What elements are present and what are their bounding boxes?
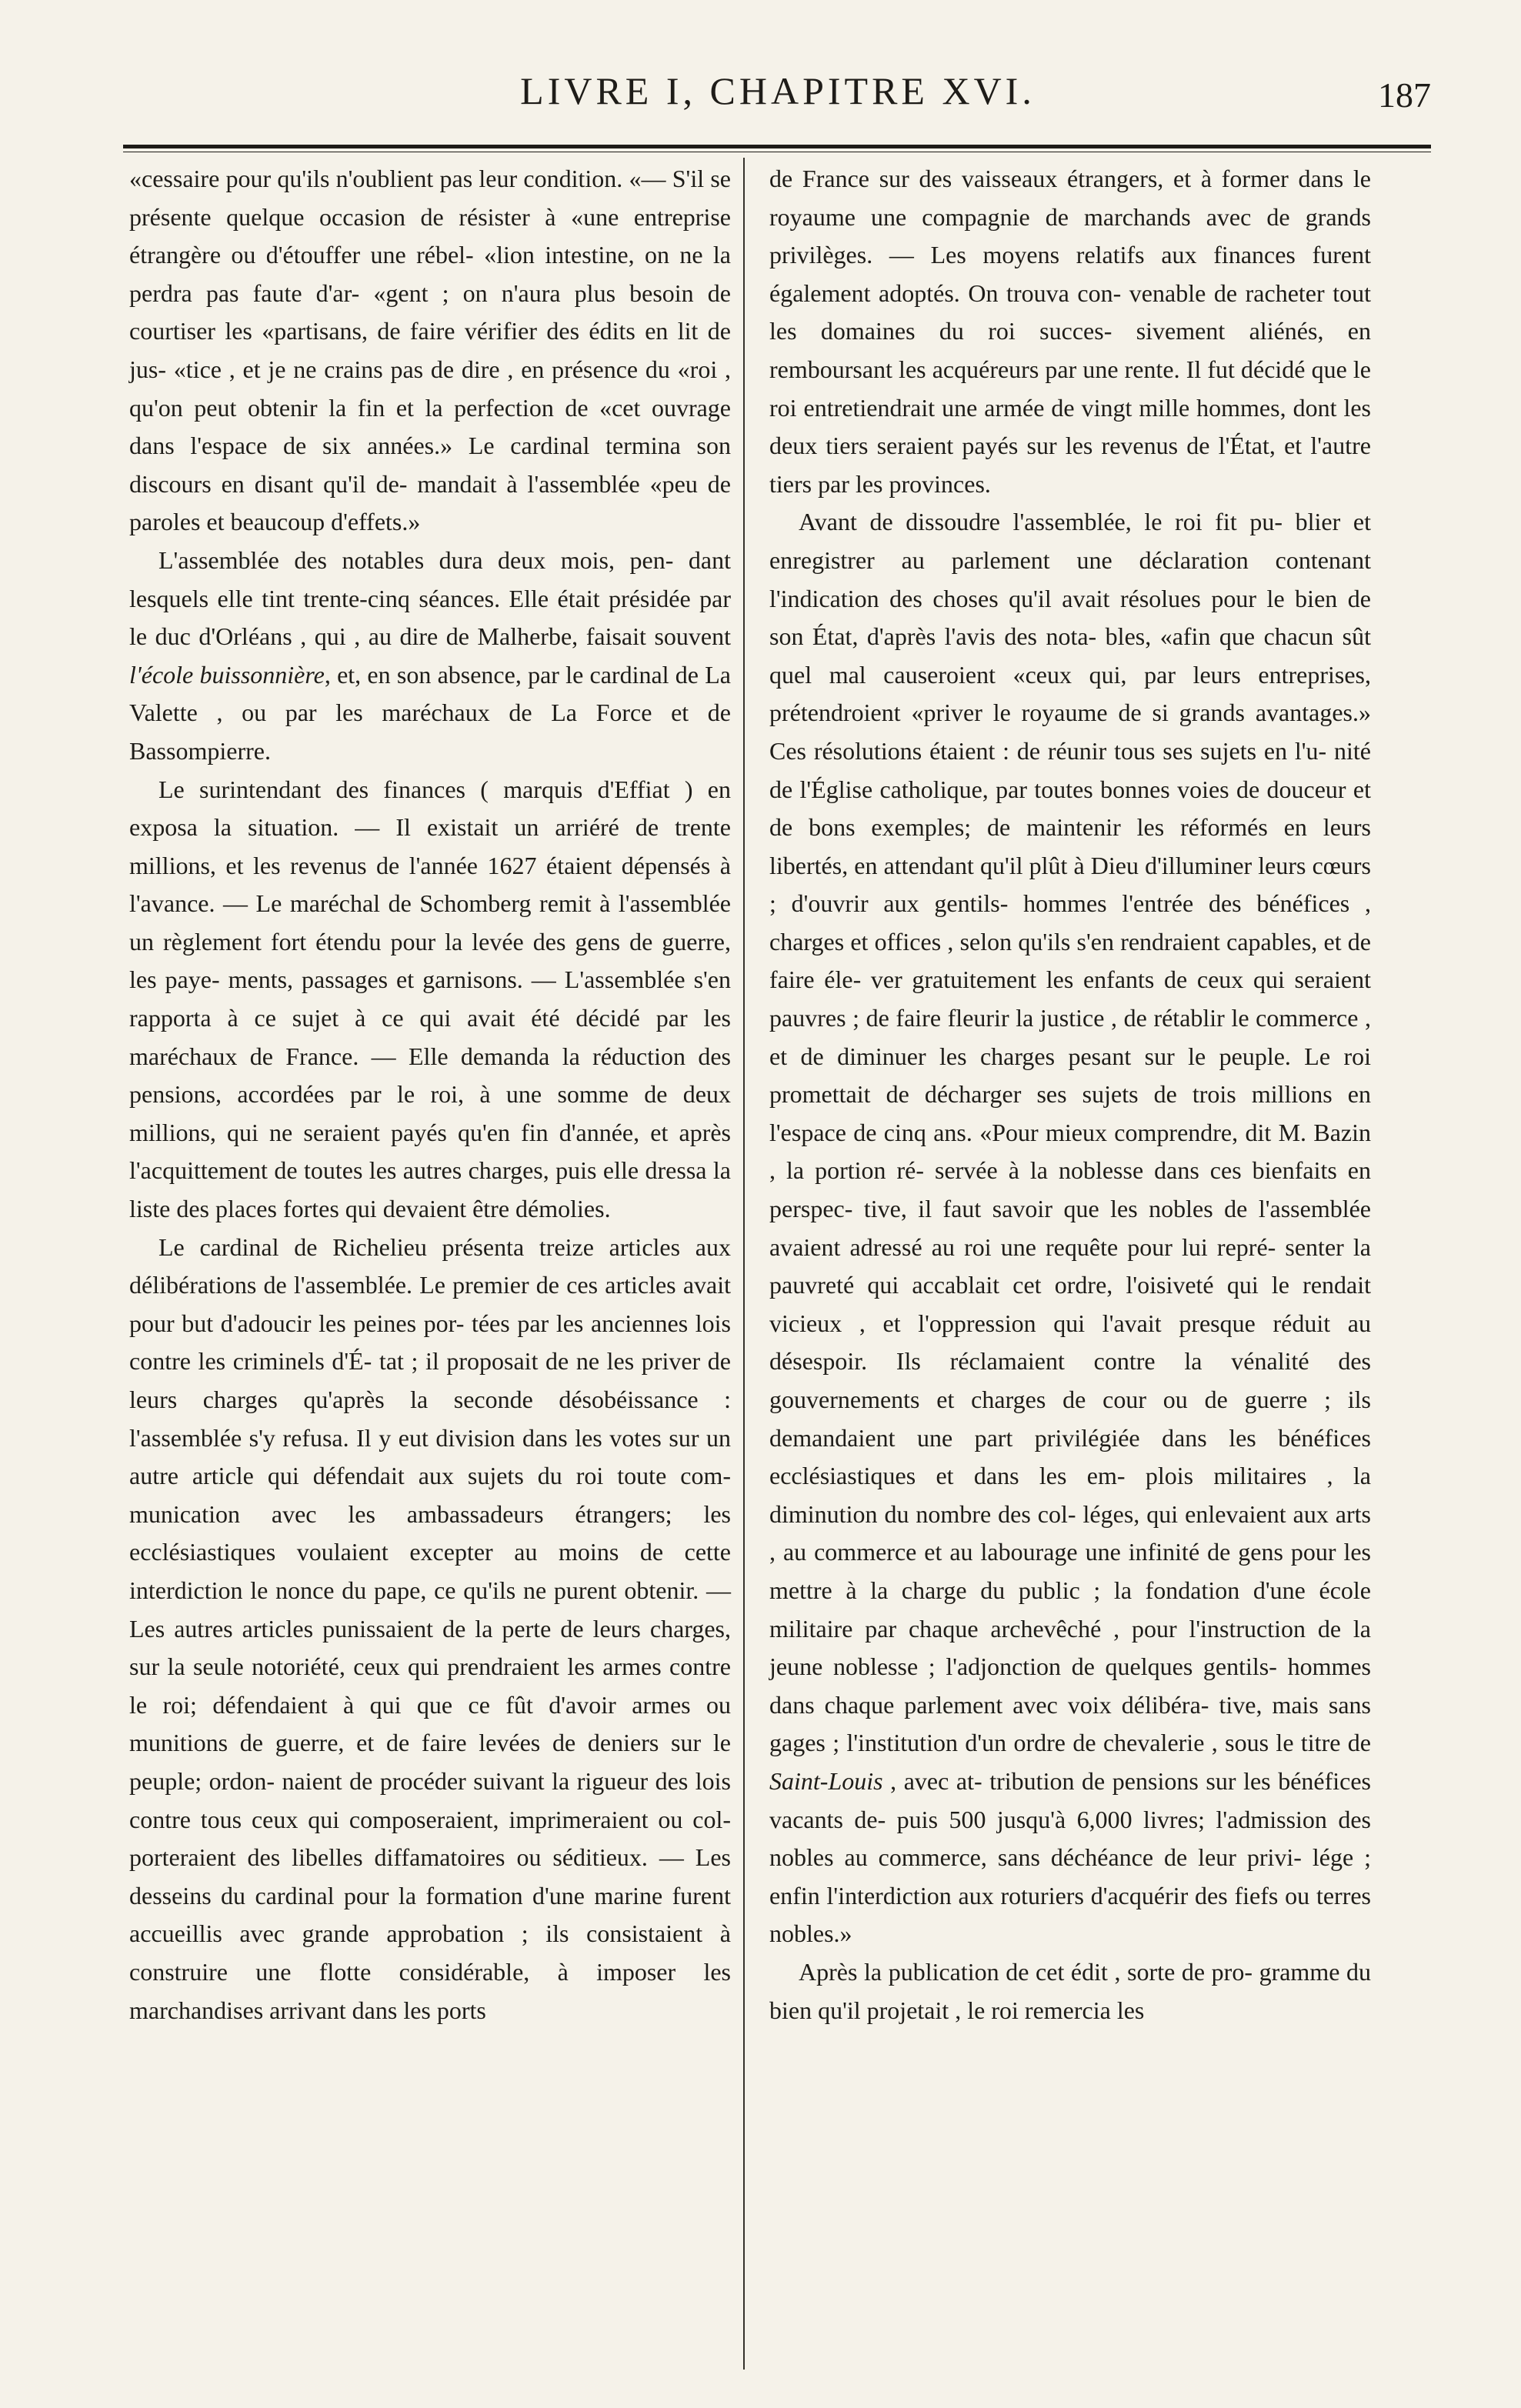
right-paragraph-2-text-b: , avec at- tribution de pensions sur les bénéfices vacants de- puis 500 jusqu'à 6,000 livres; l'admission des nobles au commerce, sans déchéance de leur privi- lége ; enfin l'interdiction aux roturiers d'acquérir des fiefs ou terres nobles.»: [769, 1766, 1371, 1948]
right-paragraph-3: Après la publication de cet édit , sorte de pro- gramme du bien qu'il projetait , le roi remercia les: [769, 1957, 1371, 2024]
italic-phrase-ecole-buissonniere: l'école buissonnière: [129, 660, 325, 689]
header-rule: [123, 145, 1431, 148]
page-number: 187: [1378, 75, 1431, 115]
column-divider: [743, 158, 745, 2370]
running-header: [125, 68, 1431, 129]
right-paragraph-1: de France sur des vaisseaux étrangers, et à former dans le royaume une compagnie de marchands avec de grands privilèges. — Les moyens relatifs aux finances furent également adoptés. On trouva con- venable de racheter tout les domaines du roi succes- sivement aliénés, en remboursant les acquéreurs par une rente. Il fut décidé que le roi entretiendrait une armée de vingt mille hommes, dont les deux tiers seraient payés sur les revenus de l'État, et l'autre tiers par les provinces.: [769, 165, 1371, 498]
left-paragraph-1: «cessaire pour qu'ils n'oublient pas leur condition. «— S'il se présente quelque occasion de résister à «une entreprise étrangère ou d'étouffer une rébel- «lion intestine, on ne la perdra pas faute d'ar- «gent ; on n'aura plus besoin de courtiser les «partisans, de faire vérifier des édits en lit de jus- «tice , et je ne crains pas de dire , en présence du «roi , qu'on peut obtenir la fin et la perfection de «cet ouvrage dans l'espace de six années.» Le cardinal termina son discours en disant qu'il de- mandait à l'assemblée «peu de paroles et beaucoup d'effets.»: [129, 165, 731, 536]
right-paragraph-2: [769, 503, 1371, 1953]
right-column: [769, 160, 1371, 2029]
left-paragraph-2: [129, 542, 731, 771]
running-title: LIVRE I, CHAPITRE XVI.: [520, 69, 1036, 112]
left-paragraph-4: Le cardinal de Richelieu présenta treize articles aux délibérations de l'assemblée. Le premier de ces articles avait pour but d'adoucir les peines por- tées par les anciennes lois contre les criminels d'É- tat ; il proposait de ne les priver de leurs charges qu'après la seconde désobéissance : l'assemblée s'y refusa. Il y eut division dans les votes sur un autre article qui défendait aux sujets du roi toute com- munication avec les ambassadeurs étrangers; les ecclésiastiques voulaient excepter au moins de cette interdiction le nonce du pape, ce qu'ils ne purent obtenir. — Les autres articles punissaient de la perte de leurs charges, sur la seule notoriété, ceux qui prendraient les armes contre le roi; défendaient à qui que ce fût d'avoir armes ou munitions de guerre, et de faire levées de deniers sur le peuple; ordon- naient de procéder suivant la rigueur des lois contre tous ceux qui composeraient, imprimeraient ou col- porteraient des libelles diffamatoires ou séditieux. — Les desseins du cardinal pour la formation d'une marine furent accueillis avec grande approbation ; ils consistaient à construire une flotte considérable, à imposer les marchandises arrivant dans les ports: [129, 1232, 731, 2024]
left-paragraph-3: Le surintendant des finances ( marquis d'Effiat ) en exposa la situation. — Il existait un arriéré de trente millions, et les revenus de l'année 1627 étaient dépensés à l'avance. — Le maréchal de Schomberg remit à l'assemblée un règlement fort étendu pour la levée des gens de guerre, les paye- ments, passages et garnisons. — L'assemblée s'en rapporta à ce sujet à ce qui avait été décidé par les maréchaux de France. — Elle demanda la réduction des pensions, accordées par le roi, à une somme de deux millions, qui ne seraient payés qu'en fin d'année, et après l'acquittement de toutes les autres charges, puis elle dressa la liste des places fortes qui devaient être démolies.: [129, 775, 731, 1223]
left-column: [129, 160, 731, 2029]
right-paragraph-2-text-a: Avant de dissoudre l'assemblée, le roi fit pu- blier et enregistrer au parlement une déclaration contenant l'indication des choses qu'il avait résolues pour le bien de son État, d'après l'avis des nota- bles, «afin que chacun sût quel mal causeroient «ceux qui, par leurs entreprises, prétendroient «priver le royaume de si grands avantages.» Ces résolutions étaient : de réunir tous ses sujets en l'u- nité de l'Église catholique, par toutes bonnes voies de douceur et de bons exemples; de maintenir les réformés en leurs libertés, en attendant qu'il plût à Dieu d'illuminer leurs cœurs ; d'ouvrir aux gentils- hommes l'entrée des bénéfices , charges et offices , selon qu'ils s'en rendraient capables, et de faire éle- ver gratuitement les enfants de ceux qui seraient pauvres ; de faire fleurir la justice , de rétablir le commerce , et de diminuer les charges pesant sur le peuple. Le roi promettait de décharger ses sujets de trois millions en l'espace de cinq ans. «Pour mieux comprendre, dit M. Bazin , la portion ré- servée à la noblesse dans ces bienfaits en perspec- tive, il faut savoir que les nobles de l'assemblée avaient adressé au roi une requête pour lui repré- senter la pauvreté qui accablait cet ordre, l'oisiveté qui le rendait vicieux , et l'oppression qui l'avait presque réduit au désespoir. Ils réclamaient contre la vénalité des gouvernements et charges de cour ou de guerre ; ils demandaient une part privilégiée dans les bénéfices ecclésiastiques et dans les em- plois militaires , la diminution du nombre des col- léges, qui enlevaient aux arts , au commerce et au labourage une infinité de gens pour les mettre à la charge du public ; la fondation d'une école militaire par chaque archevêché , pour l'instruction de la jeune noblesse ; l'adjonction de quelques gentils- hommes dans chaque parlement avec voix délibéra- tive, mais sans gages ; l'institution d'un ordre de chevalerie , sous le titre de: [769, 508, 1371, 1757]
italic-phrase-saint-louis: Saint-Louis: [769, 1766, 883, 1795]
left-paragraph-2-text-b: , et, en son absence, par le cardinal de La Valette , ou par les maréchaux de La Force et de Bassompierre.: [129, 660, 732, 765]
left-paragraph-2-text-a: L'assemblée des notables dura deux mois, pen- dant lesquels elle tint trente-cinq séances. Elle était présidée par le duc d'Orléans , qui , au dire de Malherbe, faisait souvent: [129, 545, 731, 651]
